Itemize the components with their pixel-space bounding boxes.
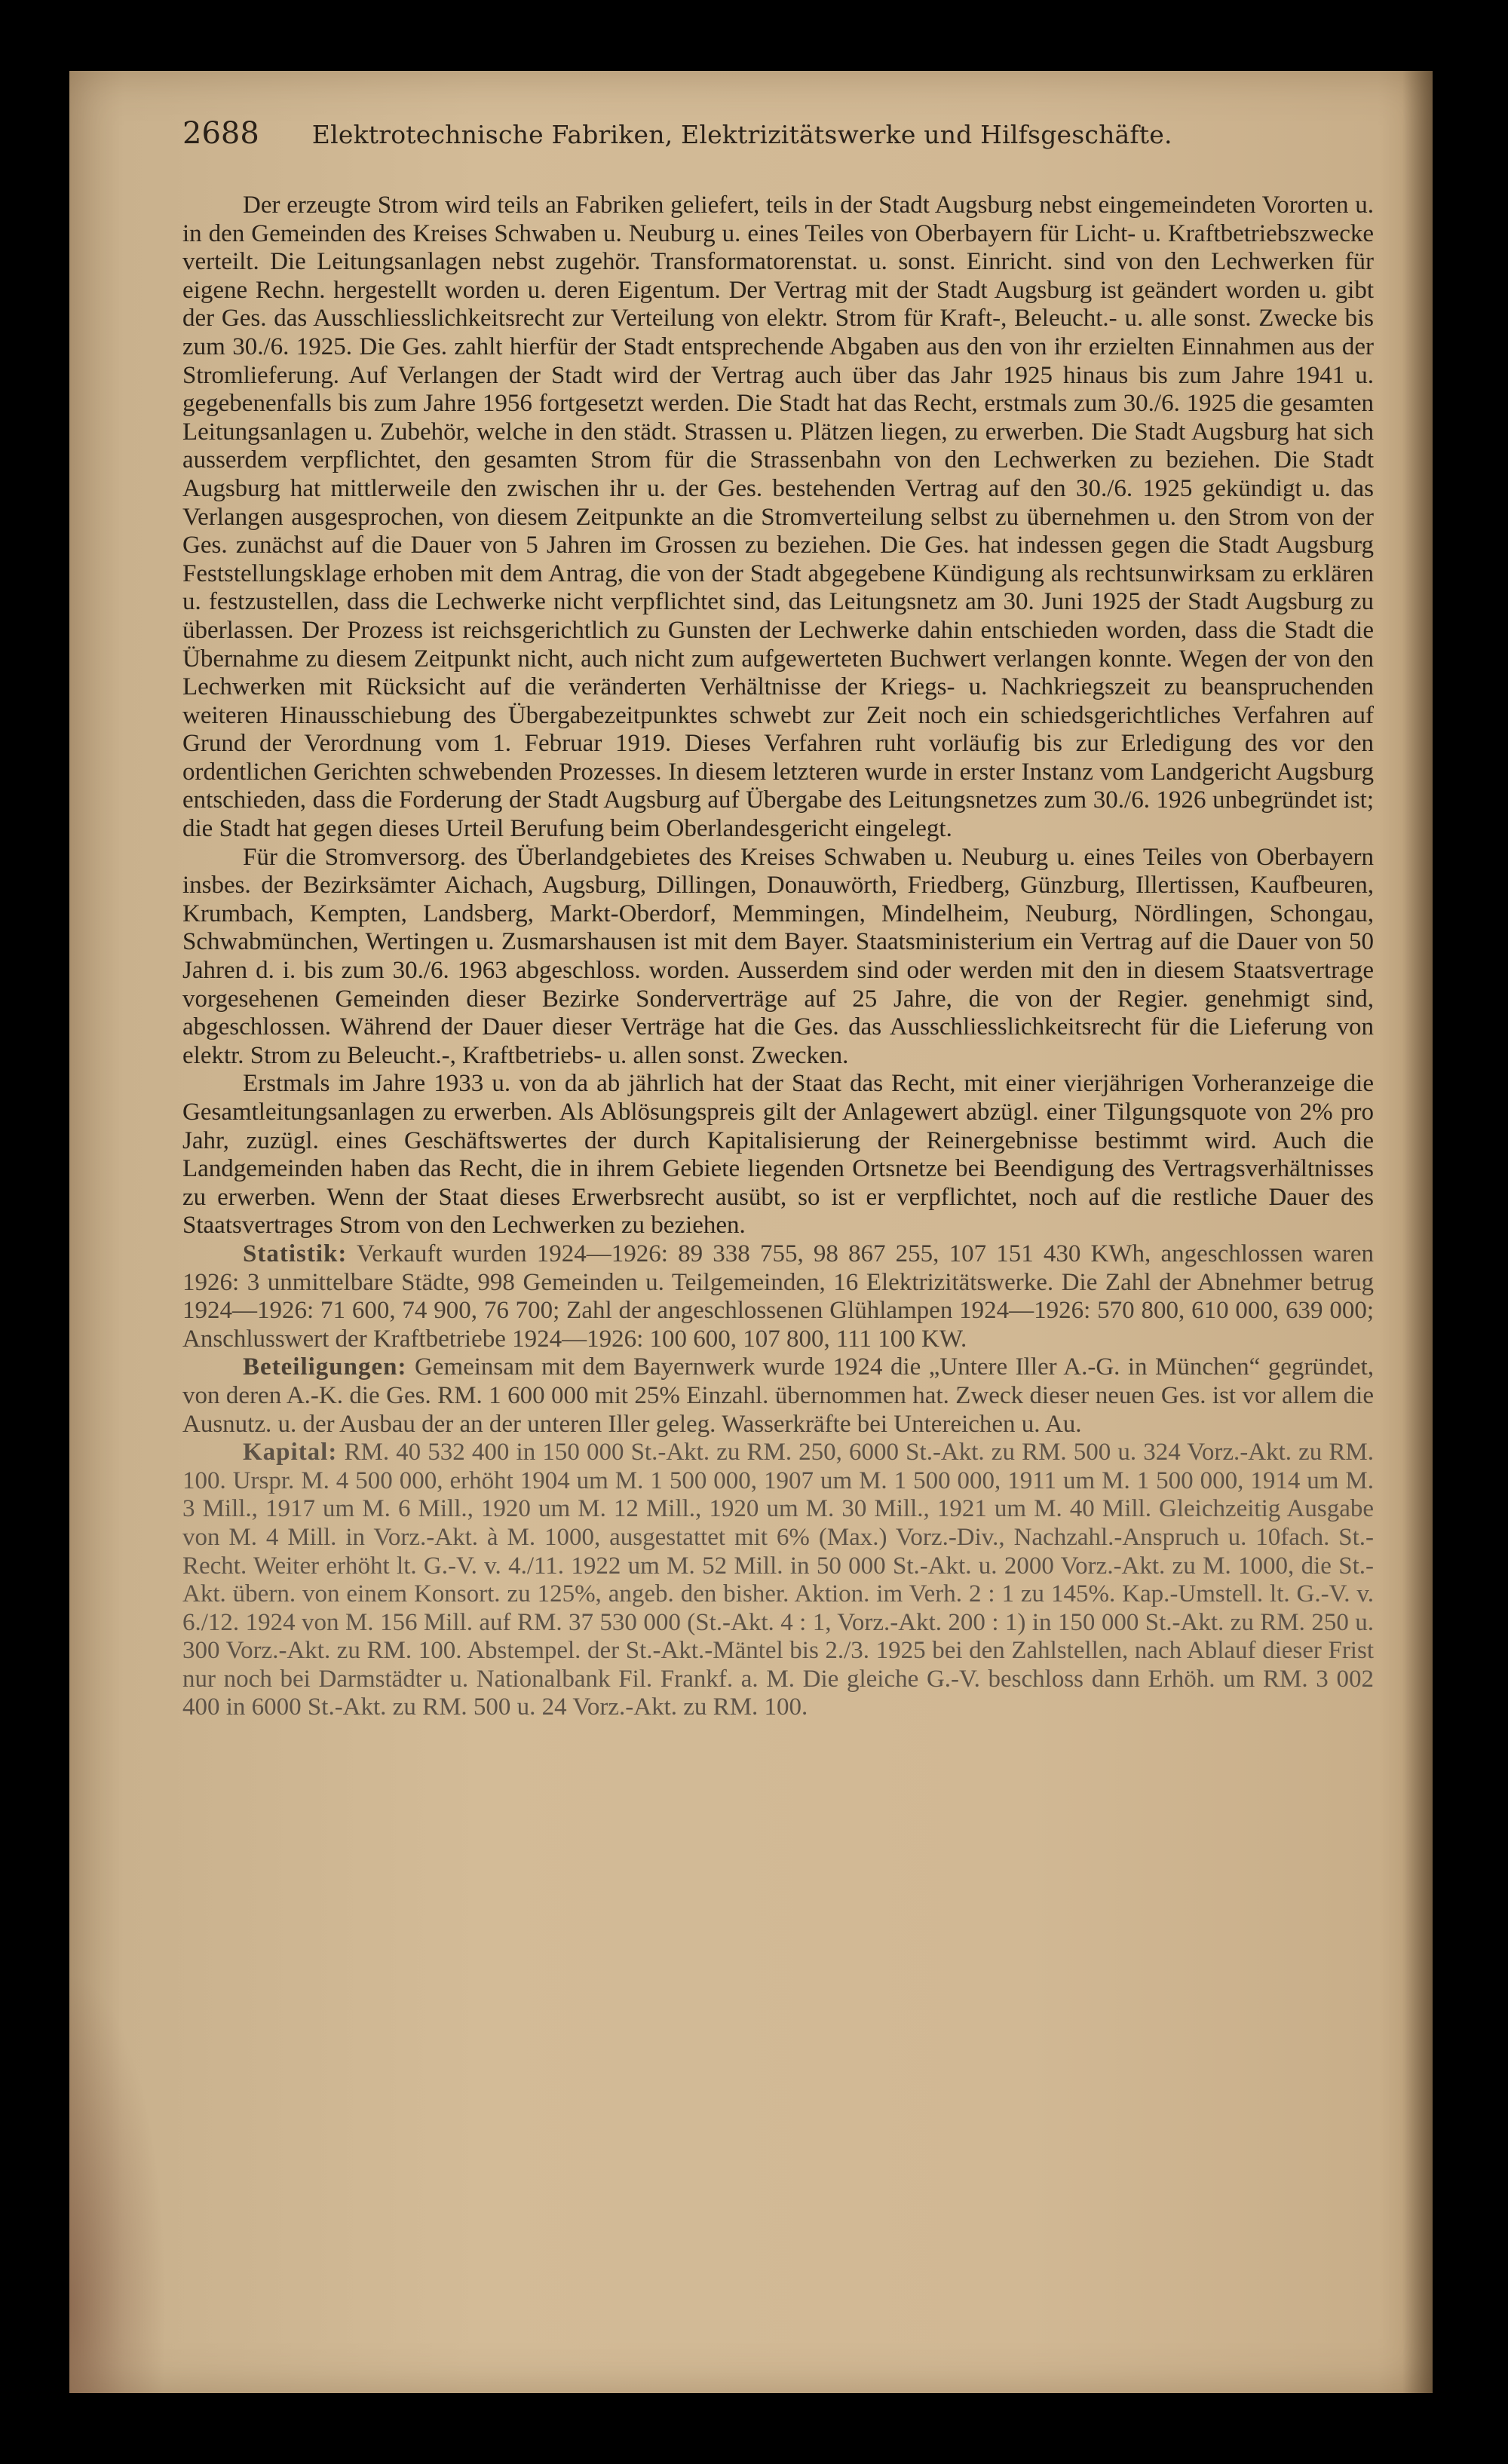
section-lead-beteiligungen: Beteiligungen: xyxy=(243,1353,407,1381)
thumb-shadow xyxy=(69,1971,167,2393)
spine-shadow xyxy=(1402,71,1433,2393)
page-number: 2688 xyxy=(182,116,259,151)
paragraph-text: Gemeinsam mit dem Bayernwerk wurde 1924 die „Untere Iller A.-G. in München“ gegründet, von deren A.-K. die Ges. RM. 1 600 000 mit 25% Einzahl. übernommen hat. Zweck dieser neuen Ges. ist vor allem die Ausnutz. u. der Ausbau der an der unteren Iller geleg. Wasserkräfte bei Untereichen u. Au. xyxy=(182,1353,1374,1438)
section-lead-kapital: Kapital: xyxy=(243,1439,338,1466)
paragraph-statistik xyxy=(182,1240,1374,1353)
section-lead-statistik: Statistik: xyxy=(243,1240,348,1267)
paragraph-text: Erstmals im Jahre 1933 u. von da ab jährlich hat der Staat das Recht, mit einer vierjährigen Vorheranzeige die Gesamtleitungsanlagen zu erwerben. Als Ablösungspreis gilt der Anlagewert abzügl. einer Tilgungsquote von 2% pro Jahr, zuzügl. eines Geschäftswertes der durch Kapitalisierung der Reinergebnisse bestimmt wird. Auch die Landgemeinden haben das Recht, die in ihrem Gebiete liegenden Ortsnetze bei Beendigung des Vertragsverhältnisses zu erwerben. Wenn der Staat dieses Erwerbsrecht ausübt, so ist er verpflichtet, noch auf die restliche Dauer des Staatsvertrages Strom von den Lechwerken zu beziehen. xyxy=(182,1070,1374,1240)
paragraph-stromverteilung xyxy=(182,192,1374,844)
paragraph-ueberlandgebiet xyxy=(182,844,1374,1071)
paragraph-erwerbsrecht xyxy=(182,1070,1374,1240)
running-title: Elektrotechnische Fabriken, Elektrizitätswerke und Hilfsgeschäfte. xyxy=(311,120,1172,149)
article-body xyxy=(182,192,1374,1722)
paragraph-beteiligungen xyxy=(182,1353,1374,1439)
paragraph-text: RM. 40 532 400 in 150 000 St.-Akt. zu RM. 250, 6000 St.-Akt. zu RM. 500 u. 324 Vorz.-Akt. zu RM. 100. Urspr. M. 4 500 000, erhöht 1904 um M. 1 500 000, 1907 um M. 1 500 000, 1911 um M. 1 500 000, 1914 um M. 3 Mill., 1917 um M. 6 Mill., 1920 um M. 12 Mill., 1920 um M. 30 Mill., 1921 um M. 40 Mill. Gleichzeitig Ausgabe von M. 4 Mill. in Vorz.-Akt. à M. 1000, ausgestattet mit 6% (Max.) Vorz.-Div., Nachzahl.-Anspruch u. 10fach. St.-Recht. Weiter erhöht lt. G.-V. v. 4./11. 1922 um M. 52 Mill. in 50 000 St.-Akt. u. 2000 Vorz.-Akt. zu M. 1000, die St.-Akt. übern. von einem Konsort. zu 125%, angeb. den bisher. Aktion. im Verh. 2 : 1 zu 145%. Kap.-Umstell. lt. G.-V. v. 6./12. 1924 von M. 156 Mill. auf RM. 37 530 000 (St.-Akt. 4 : 1, Vorz.-Akt. 200 : 1) in 150 000 St.-Akt. zu RM. 250 u. 300 Vorz.-Akt. zu RM. 100. Abstempel. der St.-Akt.-Mäntel bis 2./3. 1925 bei den Zahlstellen, nach Ablauf dieser Frist nur noch bei Darmstädter u. Nationalbank Fil. Frankf. a. M. Die gleiche G.-V. beschloss dann Erhöh. um RM. 3 002 400 in 6000 St.-Akt. zu RM. 500 u. 24 Vorz.-Akt. zu RM. 100. xyxy=(182,1439,1374,1721)
paragraph-text: Verkauft wurden 1924—1926: 89 338 755, 98 867 255, 107 151 430 KWh, angeschlossen waren 1926: 3 unmittelbare Städte, 998 Gemeinden u. Teilgemeinden, 16 Elektrizitätswerke. Die Zahl der Abnehmer betrug 1924—1926: 71 600, 74 900, 76 700; Zahl der angeschlossenen Glühlampen 1924—1926: 570 800, 610 000, 639 000; Anschlusswert der Kraftbetriebe 1924—1926: 100 600, 107 800, 111 100 KW. xyxy=(182,1240,1374,1353)
paragraph-kapital xyxy=(182,1439,1374,1722)
paragraph-text: Der erzeugte Strom wird teils an Fabriken geliefert, teils in der Stadt Augsburg nebst eingemeindeten Vororten u. in den Gemeinden des Kreises Schwaben u. Neuburg u. eines Teiles von Oberbayern für Licht- u. Kraftbetriebszwecke verteilt. Die Leitungsanlagen nebst zugehör. Transformatorenstat. u. sonst. Einricht. sind von den Lechwerken für eigene Rechn. hergestellt worden u. deren Eigentum. Der Vertrag mit der Stadt Augsburg ist geändert worden u. gibt der Ges. das Ausschliesslichkeitsrecht zur Verteilung von elektr. Strom für Kraft-, Beleucht.- u. alle sonst. Zwecke bis zum 30./6. 1925. Die Ges. zahlt hierfür der Stadt entsprechende Abgaben aus den von ihr erzielten Einnahmen aus der Stromlieferung. Auf Verlangen der Stadt wird der Vertrag auch über das Jahr 1925 hinaus bis zum Jahre 1941 u. gegebenenfalls bis zum Jahre 1956 fortgesetzt werden. Die Stadt hat das Recht, erstmals zum 30./6. 1925 die gesamten Leitungsanlagen u. Zubehör, welche in den städt. Strassen u. Plätzen liegen, zu erwerben. Die Stadt Augsburg hat sich ausserdem verpflichtet, den gesamten Strom für die Strassenbahn von den Lechwerken zu beziehen. Die Stadt Augsburg hat mittlerweile den zwischen ihr u. der Ges. bestehenden Vertrag auf den 30./6. 1925 gekündigt u. das Verlangen ausgesprochen, von diesem Zeitpunkte an die Stromverteilung selbst zu übernehmen u. den Strom von der Ges. zunächst auf die Dauer von 5 Jahren im Grossen zu beziehen. Die Ges. hat indessen gegen die Stadt Augsburg Feststellungsklage erhoben mit dem Antrag, die von der Stadt abgegebene Kündigung als rechtsunwirksam zu erklären u. festzustellen, dass die Lechwerke nicht verpflichtet sind, das Leitungsnetz am 30. Juni 1925 der Stadt Augsburg zu überlassen. Der Prozess ist reichsgerichtlich zu Gunsten der Lechwerke dahin entschieden worden, dass die Stadt die Übernahme zu diesem Zeitpunkt nicht, auch nicht zum aufgewerteten Buchwert verlangen konnte. Wegen der von den Lechwerken mit Rücksicht auf die veränderten Verhältnisse der Kriegs- u. Nachkriegszeit zu beanspruchenden weiteren Hinausschiebung des Übergabezeitpunktes schwebt zur Zeit noch ein schiedsgerichtliches Verfahren auf Grund der Verordnung vom 1. Februar 1919. Dieses Verfahren ruht vorläufig bis zur Erledigung des vor den ordentlichen Gerichten schwebenden Prozesses. In diesem letzteren wurde in erster Instanz vom Landgericht Augsburg entschieden, dass die Forderung der Stadt Augsburg auf Übergabe des Leitungsnetzes zum 30./6. 1926 unbegründet ist; die Stadt hat gegen dieses Urteil Berufung beim Oberlandesgericht eingelegt. xyxy=(182,192,1374,843)
book-page xyxy=(69,71,1433,2393)
paragraph-text: Für die Stromversorg. des Überlandgebietes des Kreises Schwaben u. Neuburg u. eines Teiles von Oberbayern insbes. der Bezirksämter Aichach, Augsburg, Dillingen, Donauwörth, Friedberg, Günzburg, Illertissen, Kaufbeuren, Krumbach, Kempten, Landsberg, Markt-Oberdorf, Memmingen, Mindelheim, Neuburg, Nördlingen, Schongau, Schwabmünchen, Wertingen u. Zusmarshausen ist mit dem Bayer. Staatsministerium ein Vertrag auf die Dauer von 50 Jahren d. i. bis zum 30./6. 1963 abgeschloss. worden. Ausserdem sind oder werden mit den in diesem Staatsvertrage vorgesehenen Gemeinden dieser Bezirke Sonderverträge auf 25 Jahre, die von der Regier. genehmigt sind, abgeschlossen. Während der Dauer dieser Verträge hat die Ges. das Ausschliesslichkeitsrecht für die Lieferung von elektr. Strom zu Beleucht.-, Kraftbetriebs- u. allen sonst. Zwecken. xyxy=(182,843,1374,1069)
page-header xyxy=(182,116,1359,151)
